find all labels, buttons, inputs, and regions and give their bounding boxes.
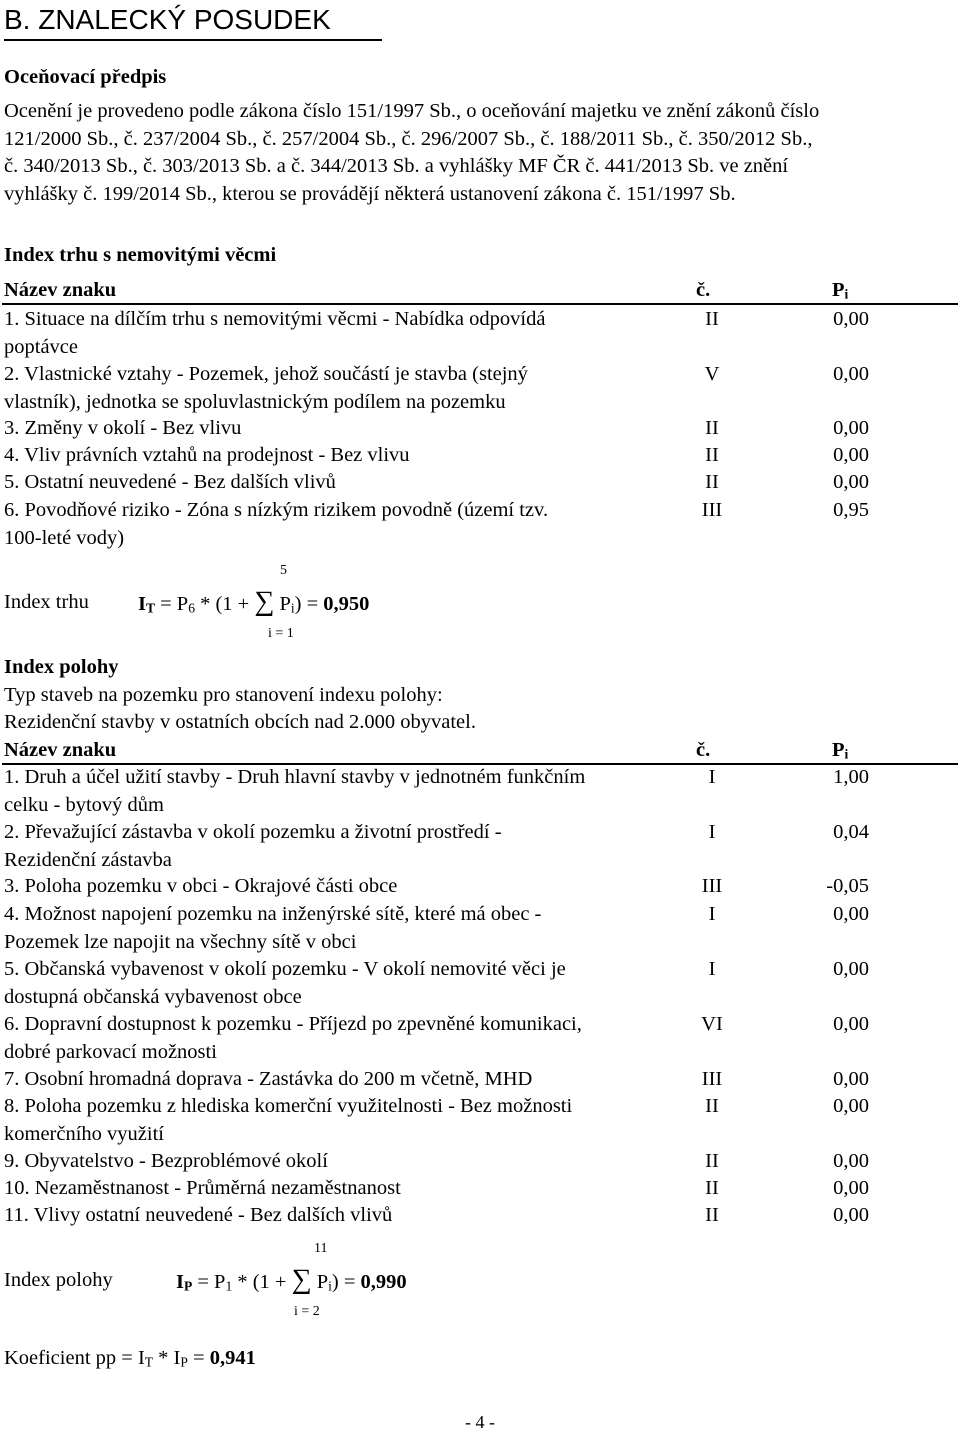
sum-icon: ∑ xyxy=(254,586,275,617)
row-value: 0,00 xyxy=(833,903,869,925)
row-label: 6. Povodňové riziko - Zóna s nízkým rizikem povodně (území tzv. 100-leté vody) xyxy=(4,499,549,549)
row-class: I xyxy=(708,958,716,980)
row-value: 0,00 xyxy=(833,1068,869,1090)
row-class: II xyxy=(705,1177,719,1199)
intro-line-2: 121/2000 Sb., č. 237/2004 Sb., č. 257/2004 Sb., č. 296/2007 Sb., č. 188/2011 Sb., č. 350/2012 Sb., xyxy=(4,128,813,150)
row-label: 5. Ostatní neuvedené - Bez dalších vlivů xyxy=(4,471,336,493)
section-heading: Oceňovací předpis xyxy=(4,66,167,88)
row-class: II xyxy=(705,471,719,493)
row-value: 0,04 xyxy=(833,821,869,843)
row-label: 10. Nezaměstnanost - Průměrná nezaměstnanost xyxy=(4,1177,401,1199)
location-sum-upper: 11 xyxy=(314,1241,328,1256)
row-label: 2. Vlastnické vztahy - Pozemek, jehož součástí je stavba (stejný vlastník), jednotka se spoluvlastnickým podílem na pozemku xyxy=(4,363,528,413)
row-value: 1,00 xyxy=(833,766,869,788)
row-class: II xyxy=(705,1150,719,1172)
market-sum-lower: i = 1 xyxy=(268,626,294,641)
intro-line-1: Ocenění je provedeno podle zákona číslo 151/1997 Sb., o oceňování majetku ve znění zákonů číslo xyxy=(4,100,820,122)
row-class: I xyxy=(708,766,716,788)
row-label: 3. Poloha pozemku v obci - Okrajové části obce xyxy=(4,875,398,897)
market-index-heading: Index trhu s nemovitými věcmi xyxy=(4,244,277,266)
market-header-rule xyxy=(2,303,958,305)
row-class: III xyxy=(701,1068,723,1090)
location-formula-label: Index polohy xyxy=(4,1269,113,1291)
row-value: 0,95 xyxy=(833,499,869,521)
intro-line-3: č. 340/2013 Sb., č. 303/2013 Sb. a č. 344/2013 Sb. a vyhlášky MF ČR č. 441/2013 Sb. ve znění xyxy=(4,155,789,177)
row-value: 0,00 xyxy=(833,444,869,466)
market-col-p: $P_i$ xyxy=(832,279,849,302)
row-class: I xyxy=(708,903,716,925)
location-type-label: Typ staveb na pozemku pro stanovení indexu polohy: xyxy=(4,684,443,706)
market-formula: $I_T = P_6 * (1$ + ∑ $P_i) = 0,950$ xyxy=(138,586,370,617)
location-index-heading: Index polohy xyxy=(4,656,119,678)
row-label: 2. Převažující zástavba v okolí pozemku a životní prostředí - Rezidenční zástavba xyxy=(4,821,502,871)
row-class: V xyxy=(704,363,720,385)
row-value: 0,00 xyxy=(833,1013,869,1035)
row-class: VI xyxy=(701,1013,723,1035)
row-value: 0,00 xyxy=(833,1095,869,1117)
row-class: II xyxy=(705,1095,719,1117)
row-class: III xyxy=(701,499,723,521)
row-value: 0,00 xyxy=(833,1150,869,1172)
row-label: 1. Situace na dílčím trhu s nemovitými věcmi - Nabídka odpovídá poptávce xyxy=(4,308,546,358)
location-formula: $I_P = P_1 * (1$ + ∑ $P_i) = 0,990$ xyxy=(176,1264,407,1295)
row-label: 1. Druh a účel užití stavby - Druh hlavní stavby v jednotném funkčním celku - bytový dům xyxy=(4,766,586,816)
row-label: 9. Obyvatelstvo - Bezproblémové okolí xyxy=(4,1150,328,1172)
market-sum-upper: 5 xyxy=(280,563,287,578)
market-col-name: Název znaku xyxy=(4,279,117,301)
row-label: 4. Vliv právních vztahů na prodejnost - Bez vlivu xyxy=(4,444,410,466)
sum-icon: ∑ xyxy=(291,1264,312,1295)
row-value: 0,00 xyxy=(833,417,869,439)
location-col-name: Název znaku xyxy=(4,739,117,761)
row-class: I xyxy=(708,821,716,843)
row-value: 0,00 xyxy=(833,1204,869,1226)
row-class: II xyxy=(705,308,719,330)
coefficient-line: Koeficient pp = $I_T * I_P = 0,941$ xyxy=(4,1347,256,1370)
row-value: -0,05 xyxy=(826,875,869,897)
row-label: 5. Občanská vybavenost v okolí pozemku - V okolí nemovité věci je dostupná občanská vybavenost obce xyxy=(4,958,566,1008)
row-value: 0,00 xyxy=(833,308,869,330)
row-class: III xyxy=(701,875,723,897)
row-class: II xyxy=(705,417,719,439)
market-formula-label: Index trhu xyxy=(4,591,89,613)
row-value: 0,00 xyxy=(833,363,869,385)
row-class: II xyxy=(705,1204,719,1226)
market-col-c: č. xyxy=(696,279,711,301)
row-label: 7. Osobní hromadná doprava - Zastávka do 200 m včetně, MHD xyxy=(4,1068,533,1090)
location-sum-lower: i = 2 xyxy=(294,1304,320,1319)
document-title: B. ZNALECKÝ POSUDEK xyxy=(4,2,382,41)
location-col-c: č. xyxy=(696,739,711,761)
row-label: 4. Možnost napojení pozemku na inženýrské sítě, které má obec - Pozemek lze napojit na všechny sítě v obci xyxy=(4,903,542,953)
row-value: 0,00 xyxy=(833,471,869,493)
row-value: 0,00 xyxy=(833,1177,869,1199)
row-label: 6. Dopravní dostupnost k pozemku - Příjezd po zpevněné komunikaci, dobré parkovací možnosti xyxy=(4,1013,582,1063)
location-col-p: $P_i$ xyxy=(832,739,849,762)
row-class: II xyxy=(705,444,719,466)
row-label: 8. Poloha pozemku z hlediska komerční využitelnosti - Bez možnosti komerčního využití xyxy=(4,1095,573,1145)
row-value: 0,00 xyxy=(833,958,869,980)
page-number: - 4 - xyxy=(465,1412,495,1432)
location-type-value: Rezidenční stavby v ostatních obcích nad 2.000 obyvatel. xyxy=(4,711,476,733)
row-label: 11. Vlivy ostatní neuvedené - Bez dalších vlivů xyxy=(4,1204,393,1226)
row-label: 3. Změny v okolí - Bez vlivu xyxy=(4,417,242,439)
intro-line-4: vyhlášky č. 199/2014 Sb., kterou se provádějí některá ustanovení zákona č. 151/1997 Sb. xyxy=(4,183,736,205)
